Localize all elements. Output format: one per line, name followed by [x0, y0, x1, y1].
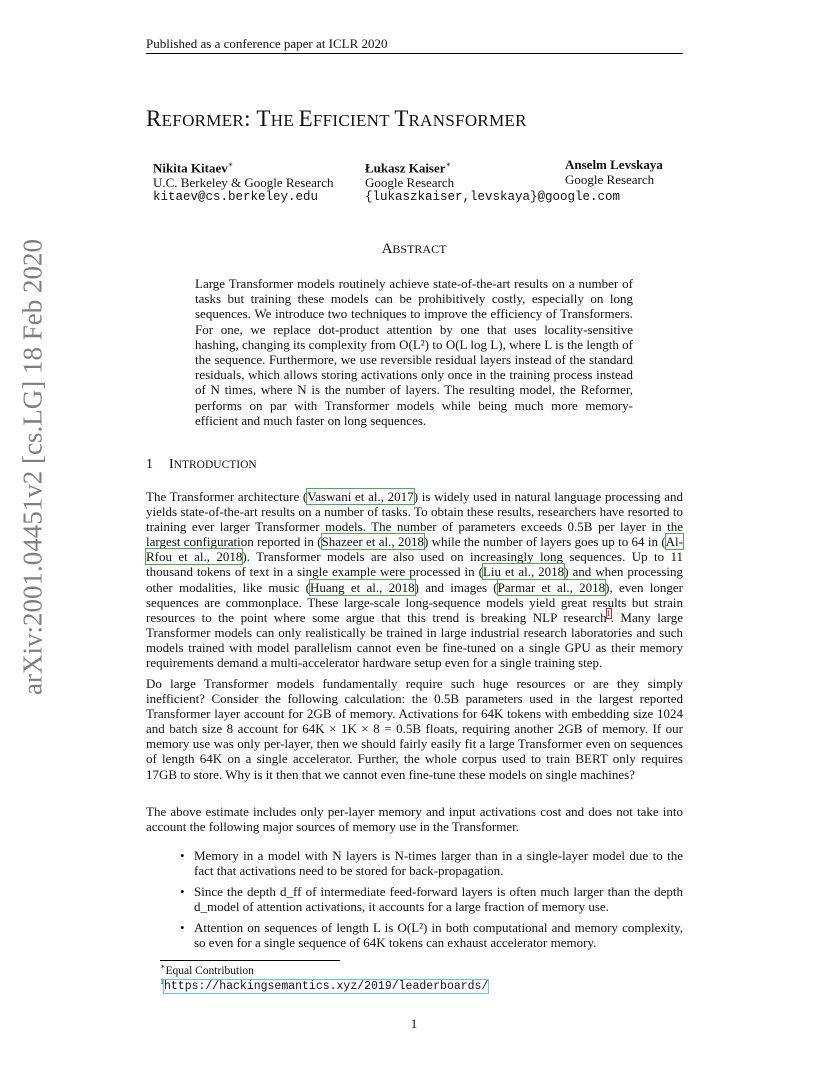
bullet-text-3: Attention on sequences of length L is O(L²) in both computational and memory complexity, so even for a single sequence of 64K tokens can exhaust accelerator memory. — [194, 920, 683, 951]
title-he: HE — [270, 111, 299, 130]
title-sep: : — [244, 106, 257, 131]
author-2-mark: ∗ — [445, 160, 451, 169]
title-fficient: FFICIENT — [312, 111, 395, 130]
title-t: T — [256, 106, 271, 131]
abstract-heading-a: A — [381, 241, 393, 257]
author-2-email: {lukaszkaiser,levskaya}@google.com — [365, 190, 621, 205]
footnote-ref-1[interactable]: 1 — [606, 609, 611, 619]
citation-liu[interactable]: Liu et al., 2018 — [482, 564, 565, 580]
footnote-2-mark: 1 — [160, 977, 164, 986]
title-eformer: EFORMER — [161, 111, 245, 130]
author-3 — [565, 157, 663, 187]
abstract-heading — [0, 241, 828, 258]
section-title-rest: NTRODUCTION — [173, 459, 257, 471]
intro-paragraph-1 — [146, 489, 683, 670]
footnote-1 — [160, 962, 254, 977]
author-1-email: kitaev@cs.berkeley.edu — [153, 190, 319, 205]
author-3-name: Anselm Levskaya — [565, 157, 663, 172]
citation-vaswani[interactable]: Vaswani et al., 2017 — [307, 489, 414, 504]
para1-text-5: ) and when processing other modalities, like music ( — [146, 564, 683, 595]
memory-sources-list — [168, 848, 683, 957]
abstract-text: Large Transformer models routinely achieve state-of-the-art results on a number of tasks but training these models can be prohibitively costly, especially on long sequences. We introduce two techniques to improve the efficiency of Transformers. For one, we replace dot-product attention by one that uses locality-sensitive hashing, changing its complexity from O(L²) to O(L log L), where L is the length of the sequence. Furthermore, we use reversible residual layers instead of the standard residuals, which allows storing activations only once in the training process instead of N times, where N is the number of layers. The resulting model, the Reformer, performs on par with Transformer models while being much more memory-efficient and much faster on long sequences. — [195, 276, 633, 428]
running-header: Published as a conference paper at ICLR 2020 — [146, 36, 388, 51]
intro-paragraph-2: Do large Transformer models fundamentally require such huge resources or are they simply inefficient? Consider the following calculation: the 0.5B parameters used in the largest reported Transformer layer account for 2GB of memory. Activations for 64K tokens with embedding size 1024 and batch size 8 account for 64K × 1K × 8 = 0.5B floats, requiring another 2GB of memory. If our memory use was only per-layer, then we should fairly easily fit a large Transformer even on sequences of length 64K on a single accelerator. Further, the whole corpus used to train BERT only requires 17GB to store. Why is it then that we cannot even fine-tune these models on single machines? — [146, 676, 683, 782]
list-item — [168, 884, 683, 914]
footnote-rule — [160, 960, 340, 961]
page-number: 1 — [410, 1016, 418, 1031]
author-2-name: Łukasz Kaiser — [365, 160, 446, 176]
para1-text-6: ) and images ( — [414, 579, 498, 595]
paper-title — [146, 106, 527, 132]
bullet-icon: • — [180, 848, 185, 863]
arxiv-stamp-text: arXiv:2001.04451v2 [cs.LG] 18 Feb 2020 — [17, 239, 47, 695]
para1-text-8: . Many large Transformer models can only realistically be trained in large industrial research laboratories and such models trained with model parallelism cannot even be fine-tuned on a single GPU as their memory requirements demand a multi-accelerator hardware setup even for a single training step. — [146, 609, 683, 671]
section-title-i: I — [169, 457, 174, 472]
para1-text-1: The Transformer architecture ( — [146, 489, 308, 504]
author-1-affiliation: U.C. Berkeley & Google Research — [153, 175, 334, 191]
arxiv-stamp — [10, 239, 55, 695]
bullet-text-2: Since the depth d_ff of intermediate feed-forward layers is often much larger than the depth d_model of attention activations, it accounts for a large fraction of memory use. — [194, 884, 683, 915]
citation-shazeer[interactable]: Shazeer et al., 2018 — [321, 534, 424, 550]
title-ransformer: RANSFORMER — [408, 111, 527, 130]
bullet-icon: • — [180, 920, 185, 936]
footnote-1-mark: ∗ — [160, 962, 166, 971]
header-rule — [146, 53, 683, 54]
author-1 — [153, 157, 334, 205]
list-item — [168, 920, 683, 950]
title-t2: T — [394, 106, 409, 131]
para1-text-2: ) is widely used in natural language processing and yields state-of-the-art results on a number of tasks. To obtain these results, researchers have resorted to training ever larger Transformer models. The number of parameters exceeds 0.5B per layer in the largest configuration reported in ( — [146, 489, 683, 550]
abstract-heading-rest: BSTRACT — [392, 242, 447, 256]
para1-text-3: ) while the number of layers goes up to 64 in ( — [423, 534, 666, 550]
author-2-affiliation: Google Research — [365, 175, 455, 191]
bullet-icon: • — [180, 884, 185, 900]
title-r: R — [146, 106, 162, 131]
list-item — [168, 848, 683, 878]
section-number: 1 — [146, 457, 153, 472]
intro-paragraph-3: The above estimate includes only per-layer memory and input activations cost and does not take into account the following major sources of memory use in the Transformer. — [146, 804, 683, 835]
bullet-text-1: Memory in a model with N layers is N-times larger than in a single-layer model due to the fact that activations need to be stored for back-propagation. — [194, 848, 683, 879]
citation-huang[interactable]: Huang et al., 2018 — [309, 579, 415, 595]
citation-parmar[interactable]: Parmar et al., 2018 — [497, 579, 606, 595]
section-heading-introduction — [146, 457, 257, 473]
author-3-affiliation: Google Research — [565, 172, 655, 187]
footnote-2-link[interactable]: https://hackingsemantics.xyz/2019/leaderboards/ — [164, 979, 489, 993]
citation-al-rfou[interactable]: Al-Rfou et al., 2018 — [146, 534, 684, 565]
author-1-name: Nikita Kitaev — [153, 160, 228, 176]
footnote-2 — [160, 977, 488, 993]
para1-text-4: ). Transformer models are also used on increasingly long sequences. Up to 11 thousand tokens of text in a single example were processed in ( — [146, 549, 683, 580]
author-1-mark: ∗ — [227, 160, 234, 169]
para1-text-7: ), even longer sequences are commonplace. These large-scale long-sequence models yield great results but strain resources to the point where some argue that this trend is breaking NLP research — [146, 579, 683, 625]
title-e: E — [298, 106, 313, 131]
footnote-1-text: Equal Contribution — [165, 964, 254, 977]
